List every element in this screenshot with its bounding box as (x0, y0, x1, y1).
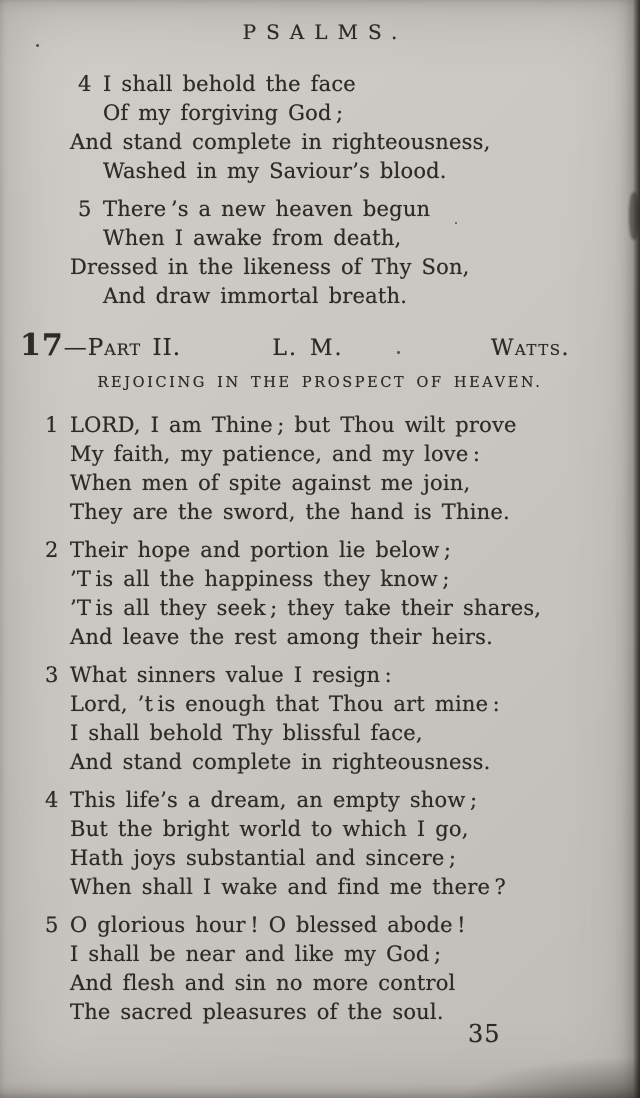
verse-line: And stand complete in righteousness. (70, 750, 491, 774)
verse-line: What sinners value I resign : (70, 663, 392, 687)
verse-number: 3 (45, 663, 59, 687)
page-number: 35 (468, 1020, 501, 1048)
hymn-verses (0, 411, 640, 1027)
verse-number: 2 (45, 538, 59, 562)
verse-line: ’T is all they seek ; they take their shares, (70, 596, 542, 620)
verse-line: My faith, my patience, and my love : (70, 442, 481, 466)
verse-line: And draw immortal breath. (103, 284, 408, 308)
verse (45, 70, 610, 186)
verse-number: 1 (45, 413, 59, 437)
verse-line: Lord, ’t is enough that Thou art mine : (70, 692, 500, 716)
verse-line: When men of spite against me join, (70, 471, 471, 495)
verse (45, 786, 610, 902)
verse (45, 661, 610, 777)
hymn-meter: L. M. (272, 336, 344, 361)
verse-line: When I awake from death, (103, 226, 402, 250)
verse-line: And leave the rest among their heirs. (70, 625, 493, 649)
verse-line: I shall be near and like my God ; (70, 942, 442, 966)
verse-line: Dressed in the likeness of Thy Son, (70, 255, 470, 279)
verse-line: O glorious hour ! O blessed abode ! (70, 913, 466, 937)
verse (45, 911, 610, 1027)
hymn-part-label: —Part II. (63, 335, 182, 361)
verse-line: The sacred pleasures of the soul. (70, 1000, 444, 1024)
verse (45, 536, 610, 652)
verse-line: LORD, I am Thine ; but Thou wilt prove (70, 413, 517, 437)
scan-corner-shadow (460, 1056, 640, 1098)
verse-line: I shall behold Thy blissful face, (70, 721, 423, 745)
verse-line: And stand complete in righteousness, (70, 130, 491, 154)
verse-line: Hath joys substantial and sincere ; (70, 846, 457, 870)
verse-line: When shall I wake and find me there ? (70, 875, 506, 899)
verse (45, 411, 610, 527)
verse-line: Of my forgiving God ; (103, 101, 344, 125)
verse-number: 4 (78, 72, 92, 96)
verse-number: 4 (45, 788, 59, 812)
verse-line: They are the sword, the hand is Thine. (70, 500, 510, 524)
verse-number: 5 (78, 197, 92, 221)
verse-line: Their hope and portion lie below ; (70, 538, 452, 562)
hymn-author: Watts. (490, 336, 570, 361)
verse-line: This life’s a dream, an empty show ; (70, 788, 478, 812)
verse-line: There ’s a new heaven begun (103, 197, 431, 221)
hymn-subtitle: REJOICING IN THE PROSPECT OF HEAVEN. (97, 375, 543, 391)
verse-line: But the bright world to which I go, (70, 817, 469, 841)
verse (45, 195, 610, 311)
verse-line: I shall behold the face (103, 72, 356, 96)
hymn-heading (0, 328, 640, 363)
verse-line: Washed in my Saviour’s blood. (103, 159, 447, 183)
verse-line: ’T is all the happiness they know ; (70, 567, 450, 591)
previous-hymn-verses (0, 70, 640, 311)
running-head: PSALMS. (242, 20, 408, 44)
scan-speck (36, 44, 39, 47)
verse-line: And flesh and sin no more control (70, 971, 456, 995)
verse-number: 5 (45, 913, 59, 937)
hymn-number: 17 (20, 328, 64, 363)
